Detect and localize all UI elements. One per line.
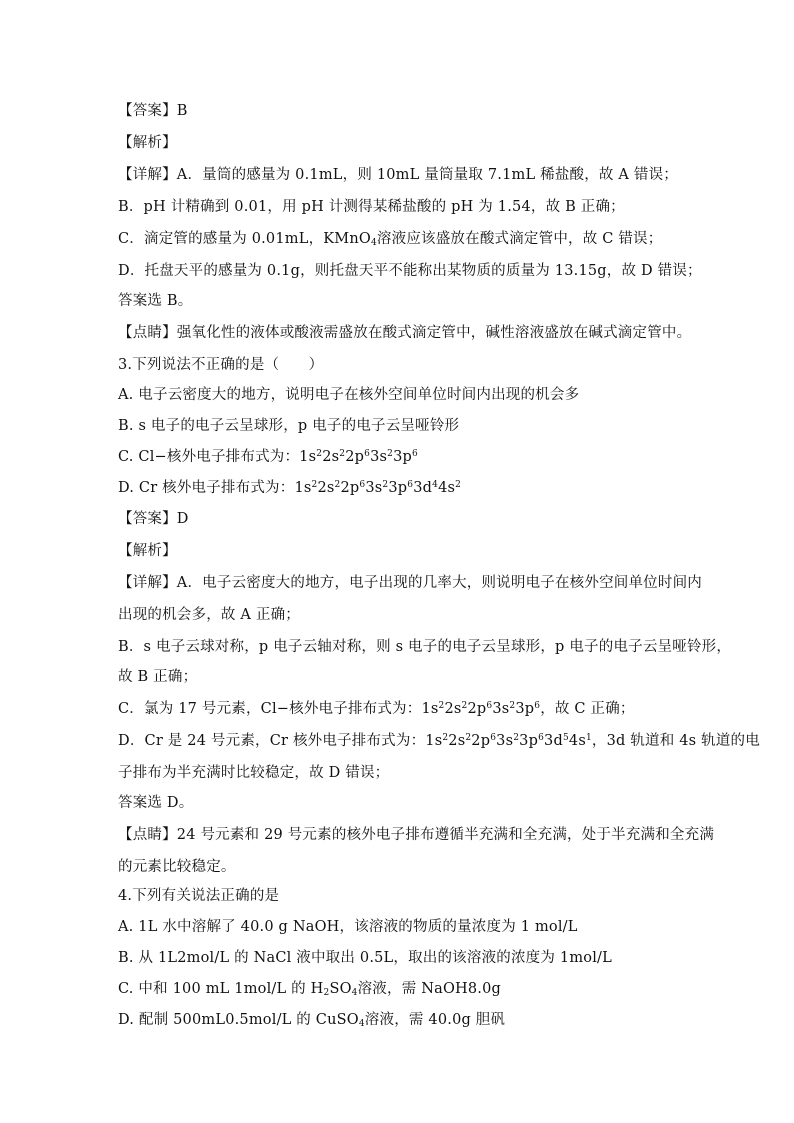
detail-a-q3-line1: 【详解】A．电子云密度大的地方，电子出现的几率大，则说明电子在核外空间单位时间内 [118, 575, 702, 591]
analysis-label-q3: 【解析】 [118, 543, 177, 559]
question-3-option-d: D. Cr 核外电子排布式为：$1s^22s^22p^63s^23p^63d^44s^2$ [118, 480, 462, 496]
detail-d-q2: D．托盘天平的感量为 0.1g，则托盘天平不能称出某物质的质量为 13.15g，故 D 错误； [118, 263, 702, 279]
question-4-option-b: B. 从 1L2mol/L 的 NaCl 液中取出 0.5L，取出的该溶液的浓度为 1mol/L [118, 950, 612, 966]
detail-a-q2: 【详解】A．量筒的感量为 0.1mL，则 10mL 量筒量取 7.1mL 稀盐酸，故 A 错误； [118, 167, 679, 183]
question-4-option-c: C. 中和 100 mL 1mol/L 的 $H_2SO_4$溶液，需 NaOH8.0g [118, 981, 502, 998]
tip-q2: 【点睛】强氧化性的液体或酸液需盛放在酸式滴定管中，碱性溶液盛放在碱式滴定管中。 [118, 325, 692, 341]
question-3-option-b: B. s 电子的电子云呈球形，p 电子的电子云呈哑铃形 [118, 418, 460, 434]
answer-choice-q2: 答案选 B。 [118, 293, 193, 309]
tip-q3-line1: 【点睛】24 号元素和 29 号元素的核外电子排布遵循半充满和全充满，处于半充满和全充满 [118, 827, 715, 843]
answer-label-q3: 【答案】D [118, 511, 189, 527]
question-3-option-a: A. 电子云密度大的地方，说明电子在核外空间单位时间内出现的机会多 [118, 387, 580, 403]
answer-label-q2: 【答案】B [118, 103, 188, 119]
answer-choice-q3: 答案选 D。 [118, 795, 194, 811]
analysis-label-q2: 【解析】 [118, 135, 177, 151]
detail-b-q3-line2: 故 B 正确； [118, 669, 198, 685]
detail-b-q2: B．pH 计精确到 0.01，用 pH 计测得某稀盐酸的 pH 为 1.54，故 B 正确； [118, 199, 625, 215]
tip-q3-line2: 的元素比较稳定。 [118, 859, 236, 875]
detail-d-q3-line2: 子排布为半充满时比较稳定，故 D 错误； [118, 765, 390, 781]
detail-b-q3-line1: B．s 电子云球对称，p 电子云轴对称，则 s 电子的电子云呈球形，p 电子的电子云呈哑铃形， [118, 639, 732, 655]
question-3-stem: 3.下列说法不正确的是（ ） [118, 357, 324, 373]
question-4-option-a: A. 1L 水中溶解了 40.0 g NaOH，该溶液的物质的量浓度为 1 mol/L [118, 919, 578, 935]
detail-d-q3-line1: D．Cr 是 24 号元素，Cr 核外电子排布式为：$1s^22s^22p^63s^23p^63d^54s^1$，3d 轨道和 4s 轨道的电 [118, 733, 760, 749]
question-4-stem: 4.下列有关说法正确的是 [118, 888, 280, 904]
question-4-option-d: D. 配制 500mL0.5mol/L 的 CuSO$_4$溶液，需 40.0g 胆矾 [118, 1012, 506, 1029]
question-3-option-c: C. Cl−核外电子排布式为：$1s^22s^22p^63s^23p^6$ [118, 449, 418, 465]
detail-c-q3: C．氯为 17 号元素，Cl−核外电子排布式为：$1s^22s^22p^63s^23p^6$，故 C 正确； [118, 701, 635, 717]
detail-c-q2: C．滴定管的感量为 0.01mL，KMnO$_4$溶液应该盛放在酸式滴定管中，故 C 错误； [118, 231, 663, 248]
detail-a-q3-line2: 出现的机会多，故 A 正确； [118, 607, 300, 623]
